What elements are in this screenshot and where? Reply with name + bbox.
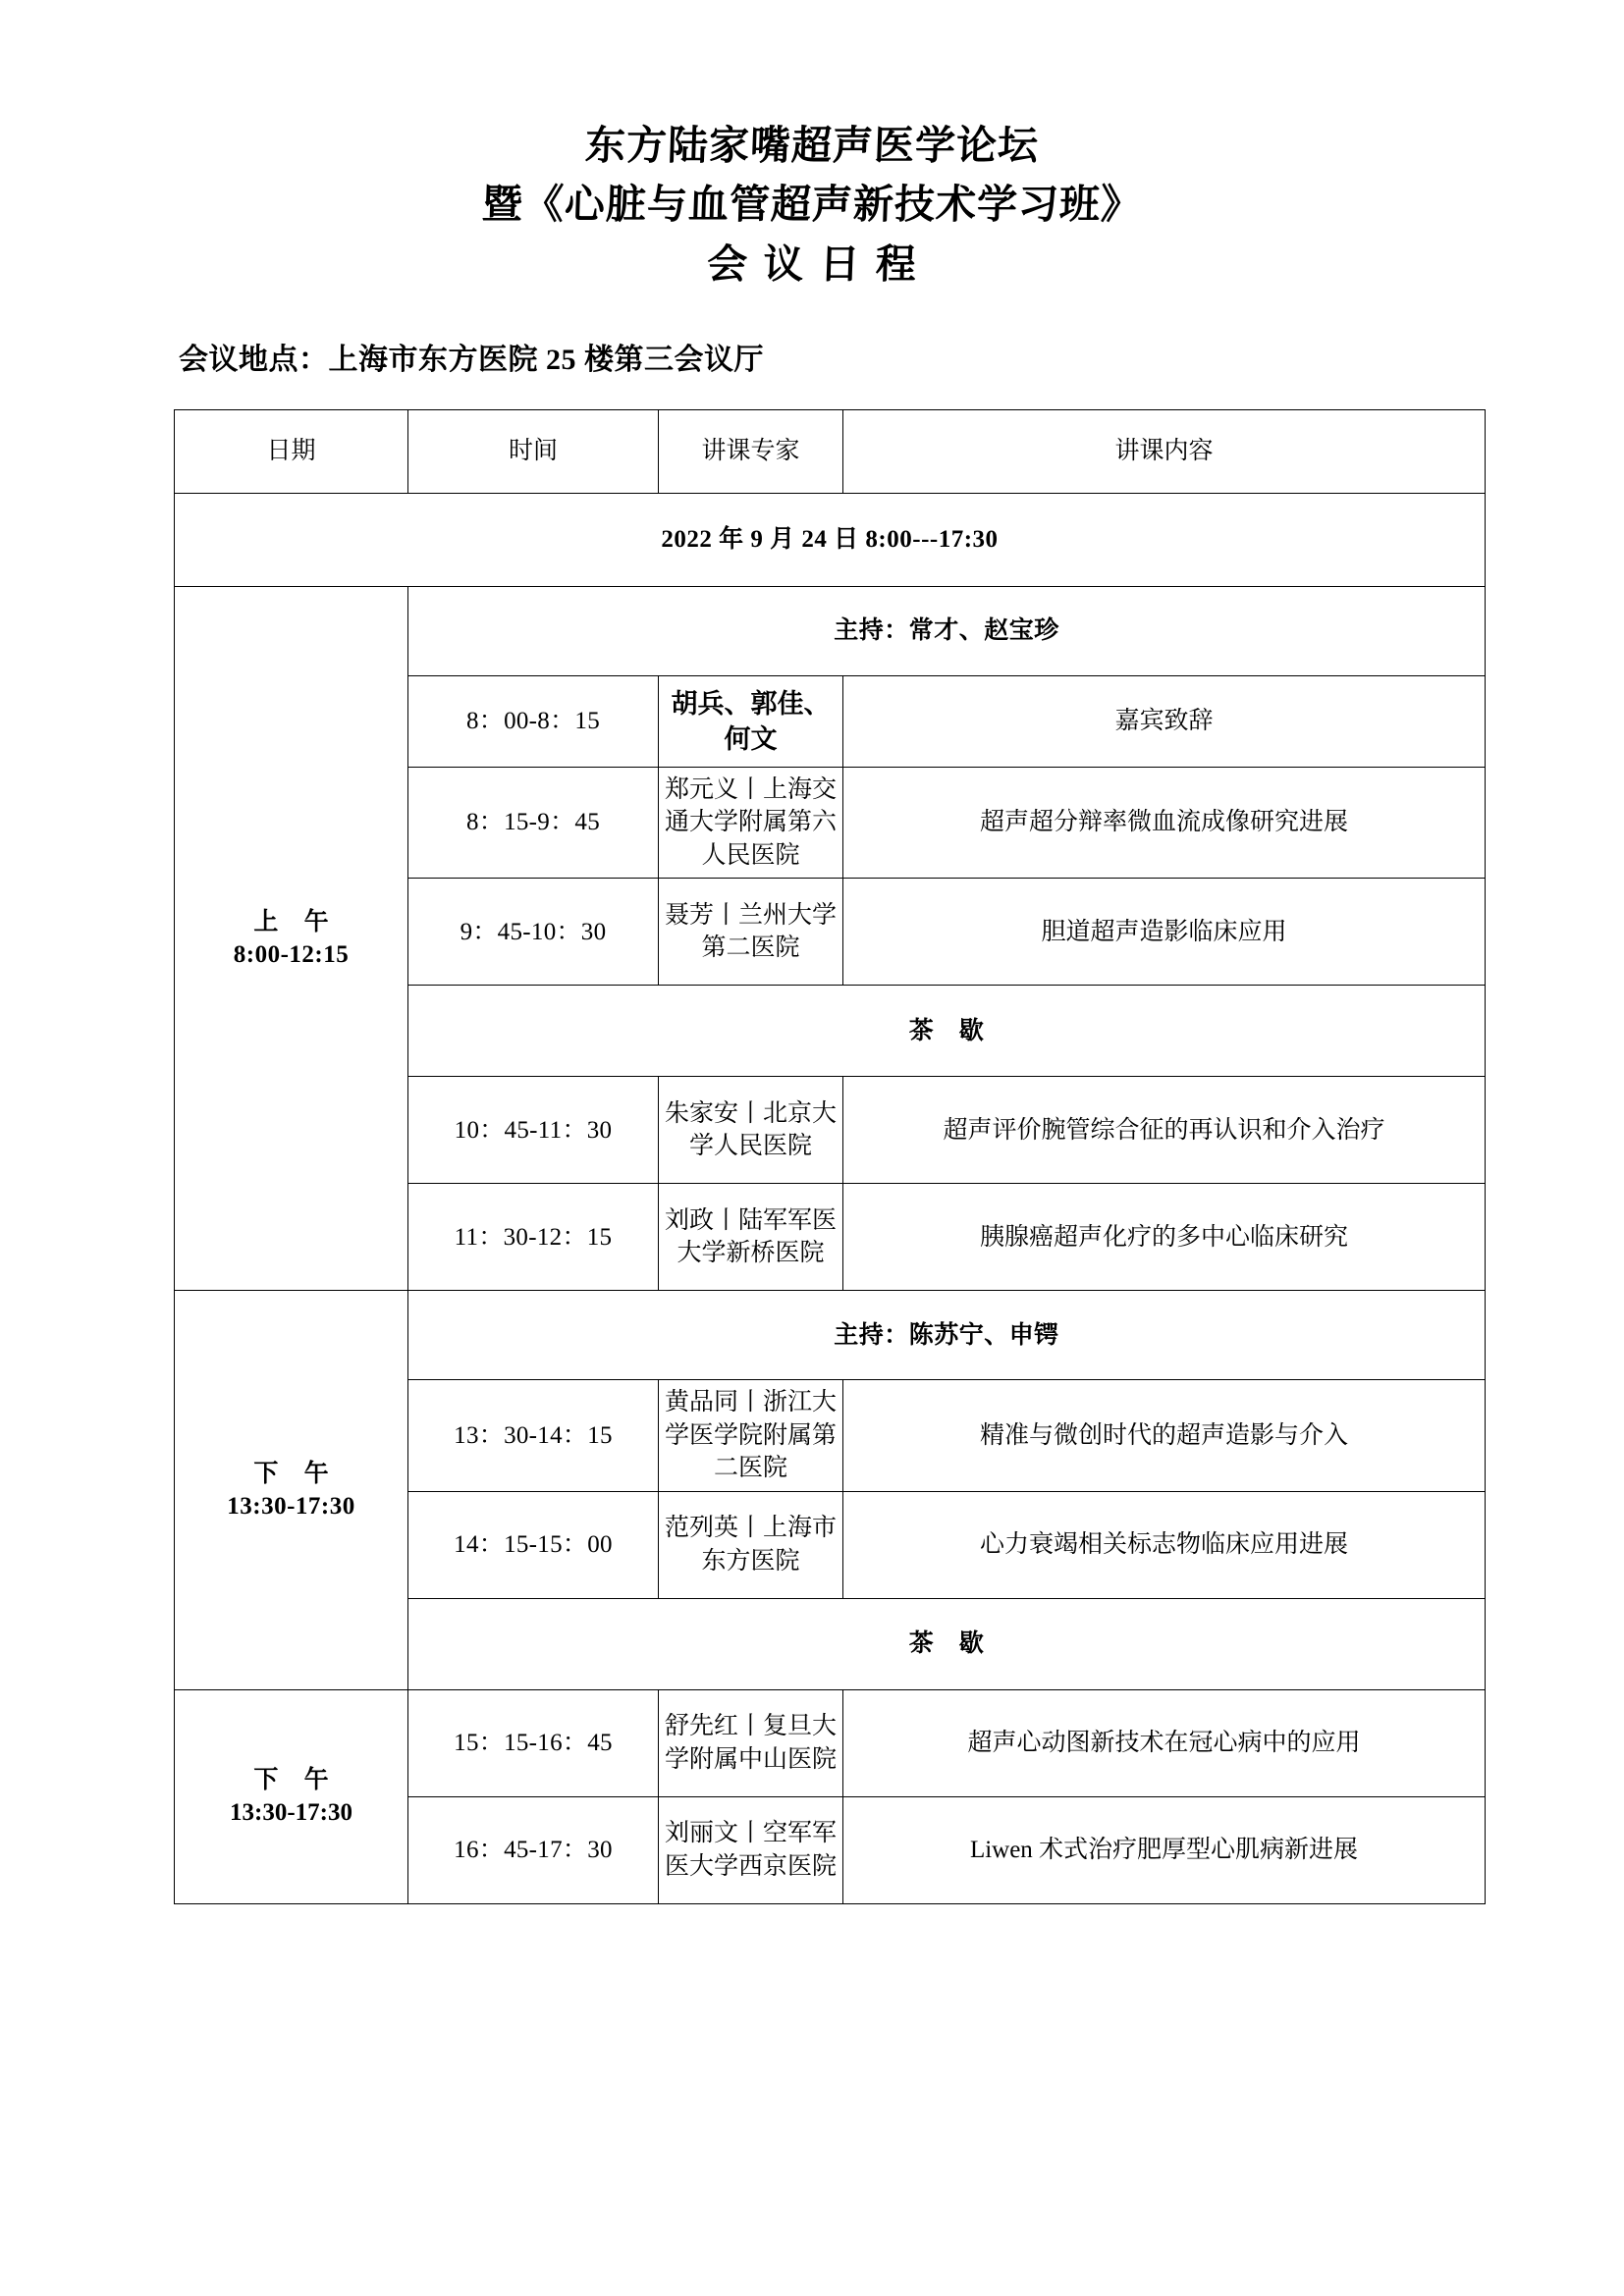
doc-title-line-3: 会 议 日 程 [706, 240, 918, 288]
row-time: 13：30-14：15 [408, 1380, 659, 1492]
chair-row-morning [175, 586, 1486, 675]
period-cell-morning [175, 586, 408, 1291]
row-topic: 心力衰竭相关标志物临床应用进展 [843, 1491, 1486, 1598]
row-time: 14：15-15：00 [408, 1491, 659, 1598]
header-date: 日期 [175, 409, 408, 493]
date-banner: 2022 年 9 月 24 日 8:00---17:30 [175, 493, 1486, 586]
venue-line: 会议地点：上海市东方医院 25 楼第三会议厅 [179, 343, 764, 376]
row-speaker: 范列英丨上海市东方医院 [659, 1491, 843, 1598]
chair-row-afternoon [175, 1291, 1486, 1380]
period-label-afternoon-1: 下 午 [253, 1460, 339, 1487]
row-time: 11：30-12：15 [408, 1184, 659, 1291]
row-speaker: 黄品同丨浙江大学医学院附属第二医院 [659, 1380, 843, 1492]
period-label-morning: 上 午 [253, 908, 339, 935]
table-header-row [175, 409, 1486, 493]
period-range-afternoon-1: 13:30-17:30 [227, 1493, 355, 1521]
row-topic: 嘉宾致辞 [843, 675, 1486, 767]
schedule-table [174, 409, 1486, 1904]
row-speaker: 刘丽文丨空军军医大学西京医院 [659, 1796, 843, 1903]
row-topic: 精准与微创时代的超声造影与介入 [843, 1380, 1486, 1492]
row-topic: 胆道超声造影临床应用 [843, 879, 1486, 986]
period-cell-afternoon-1 [175, 1291, 408, 1690]
row-time: 8：15-9：45 [408, 767, 659, 879]
period-range-afternoon-2: 13:30-17:30 [230, 1799, 352, 1827]
doc-title-line-2: 暨《心脏与血管超声新技术学习班》 [481, 181, 1143, 229]
header-speaker: 讲课专家 [659, 409, 843, 493]
row-speaker: 郑元义丨上海交通大学附属第六人民医院 [659, 767, 843, 879]
tea-break-label: 茶 歇 [408, 986, 1486, 1077]
table-row [175, 1689, 1486, 1796]
row-topic: 超声评价腕管综合征的再认识和介入治疗 [843, 1077, 1486, 1184]
chair-afternoon: 主持：陈苏宁、申锷 [408, 1291, 1486, 1380]
title-block [0, 0, 1624, 294]
row-topic: 超声超分辩率微血流成像研究进展 [843, 767, 1486, 879]
row-time: 10：45-11：30 [408, 1077, 659, 1184]
row-time: 8：00-8：15 [408, 675, 659, 767]
row-time: 15：15-16：45 [408, 1689, 659, 1796]
tea-break-label: 茶 歇 [408, 1598, 1486, 1689]
period-range-morning: 8:00-12:15 [233, 941, 350, 969]
row-speaker: 朱家安丨北京大学人民医院 [659, 1077, 843, 1184]
row-topic: 胰腺癌超声化疗的多中心临床研究 [843, 1184, 1486, 1291]
header-topic: 讲课内容 [843, 409, 1486, 493]
row-time: 16：45-17：30 [408, 1796, 659, 1903]
row-speaker: 舒先红丨复旦大学附属中山医院 [659, 1689, 843, 1796]
header-time: 时间 [408, 409, 659, 493]
row-speaker: 刘政丨陆军军医大学新桥医院 [659, 1184, 843, 1291]
row-speaker: 聂芳丨兰州大学第二医院 [659, 879, 843, 986]
date-banner-row [175, 493, 1486, 586]
row-topic: Liwen 术式治疗肥厚型心肌病新进展 [843, 1796, 1486, 1903]
row-time: 9：45-10：30 [408, 879, 659, 986]
period-label-afternoon-2: 下 午 [253, 1766, 339, 1793]
doc-title-line-1: 东方陆家嘴超声医学论坛 [584, 122, 1040, 169]
chair-morning: 主持：常才、赵宝珍 [408, 586, 1486, 675]
row-topic: 超声心动图新技术在冠心病中的应用 [843, 1689, 1486, 1796]
period-cell-afternoon-2 [175, 1689, 408, 1903]
row-speaker: 胡兵、郭佳、何文 [659, 675, 843, 767]
schedule-table-wrap [0, 409, 1624, 1904]
